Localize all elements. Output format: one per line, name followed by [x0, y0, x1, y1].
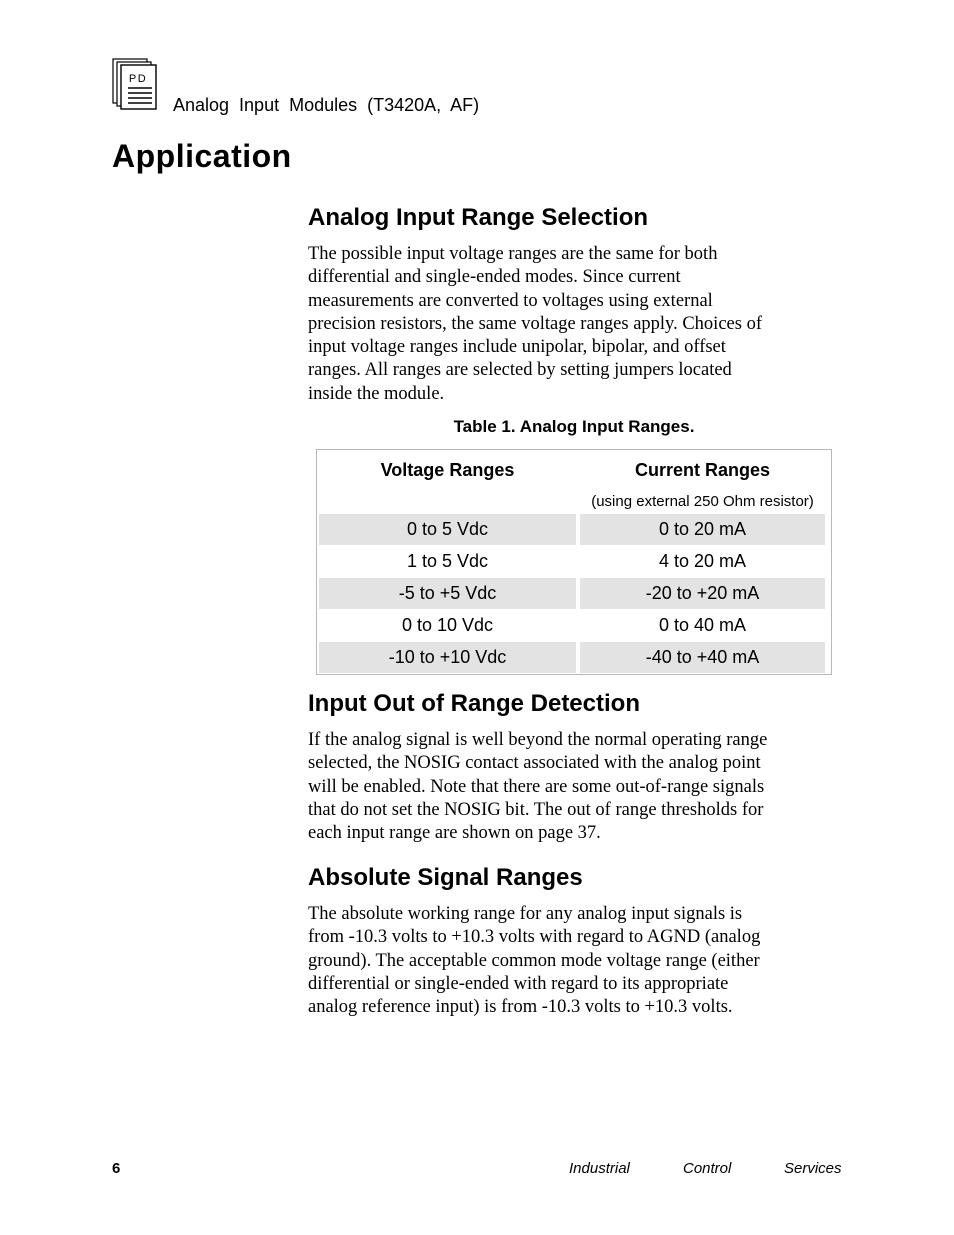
table-row [319, 514, 829, 545]
section-heading-absolute-ranges: Absolute Signal Ranges [308, 864, 583, 891]
voltage-range-cell: 1 to 5 Vdc [406, 551, 489, 571]
table-header [319, 452, 829, 514]
table-row [319, 546, 829, 577]
paragraph-absolute-ranges: The absolute working range for any analog input signals is from -10.3 volts to +10.3 volts with regard to AGND (analog ground). The acceptable common mode voltage range (either differential or single-ended with regard to its appropriate analog reference input) is from -10.3 volts to +10.3 volts. [308, 904, 761, 1018]
current-range-cell: 4 to 20 mA [658, 551, 747, 571]
current-range-cell: 0 to 20 mA [580, 514, 825, 545]
current-range-cell: 0 to 40 mA [658, 615, 747, 635]
table-row [319, 578, 829, 609]
table-caption: Table 1. Analog Input Ranges. [453, 417, 695, 436]
voltage-range-cell: -5 to +5 Vdc [319, 578, 576, 609]
current-column-note: (using external 250 Ohm resistor) [591, 493, 814, 510]
voltage-range-cell: 0 to 10 Vdc [401, 615, 494, 635]
paragraph-range-selection: The possible input voltage ranges are the same for both differential and single-ended modes. Since current measurements are converted to voltages using external precision resistors, the same voltage ranges apply. Choices of input voltage ranges include unipolar, bipolar, and offset ranges. All ranges are selected by setting jumpers located inside the module. [308, 244, 762, 404]
section-heading-range-selection: Analog Input Range Selection [308, 204, 649, 231]
logo-text: PD [128, 73, 148, 85]
section-heading-out-of-range: Input Out of Range Detection [308, 690, 640, 717]
page-title: Application [112, 138, 292, 174]
column-header-voltage: Voltage Ranges [380, 460, 515, 480]
paragraph-out-of-range: If the analog signal is well beyond the normal operating range selected, the NOSIG contact associated with the analog point will be enabled. Note that there are some out-of-range signals that do not set the NOSIG bit. The out of range thresholds for each input range are shown on page 37. [308, 730, 768, 844]
table-row [319, 642, 829, 673]
footer-word: Services [784, 1160, 842, 1177]
current-range-cell: -20 to +20 mA [580, 578, 825, 609]
table-row [319, 610, 829, 641]
voltage-range-cell: -10 to +10 Vdc [319, 642, 576, 673]
pd-document-logo-icon [112, 58, 158, 110]
analog-input-ranges-table [316, 449, 832, 675]
footer-word: Control [683, 1160, 732, 1177]
page-number: 6 [112, 1160, 121, 1177]
footer-word: Industrial [569, 1160, 630, 1177]
column-header-current: Current Ranges [634, 460, 771, 480]
voltage-range-cell: 0 to 5 Vdc [319, 514, 576, 545]
running-header-title: Analog Input Modules (T3420A, AF) [173, 95, 480, 115]
current-range-cell: -40 to +40 mA [580, 642, 825, 673]
